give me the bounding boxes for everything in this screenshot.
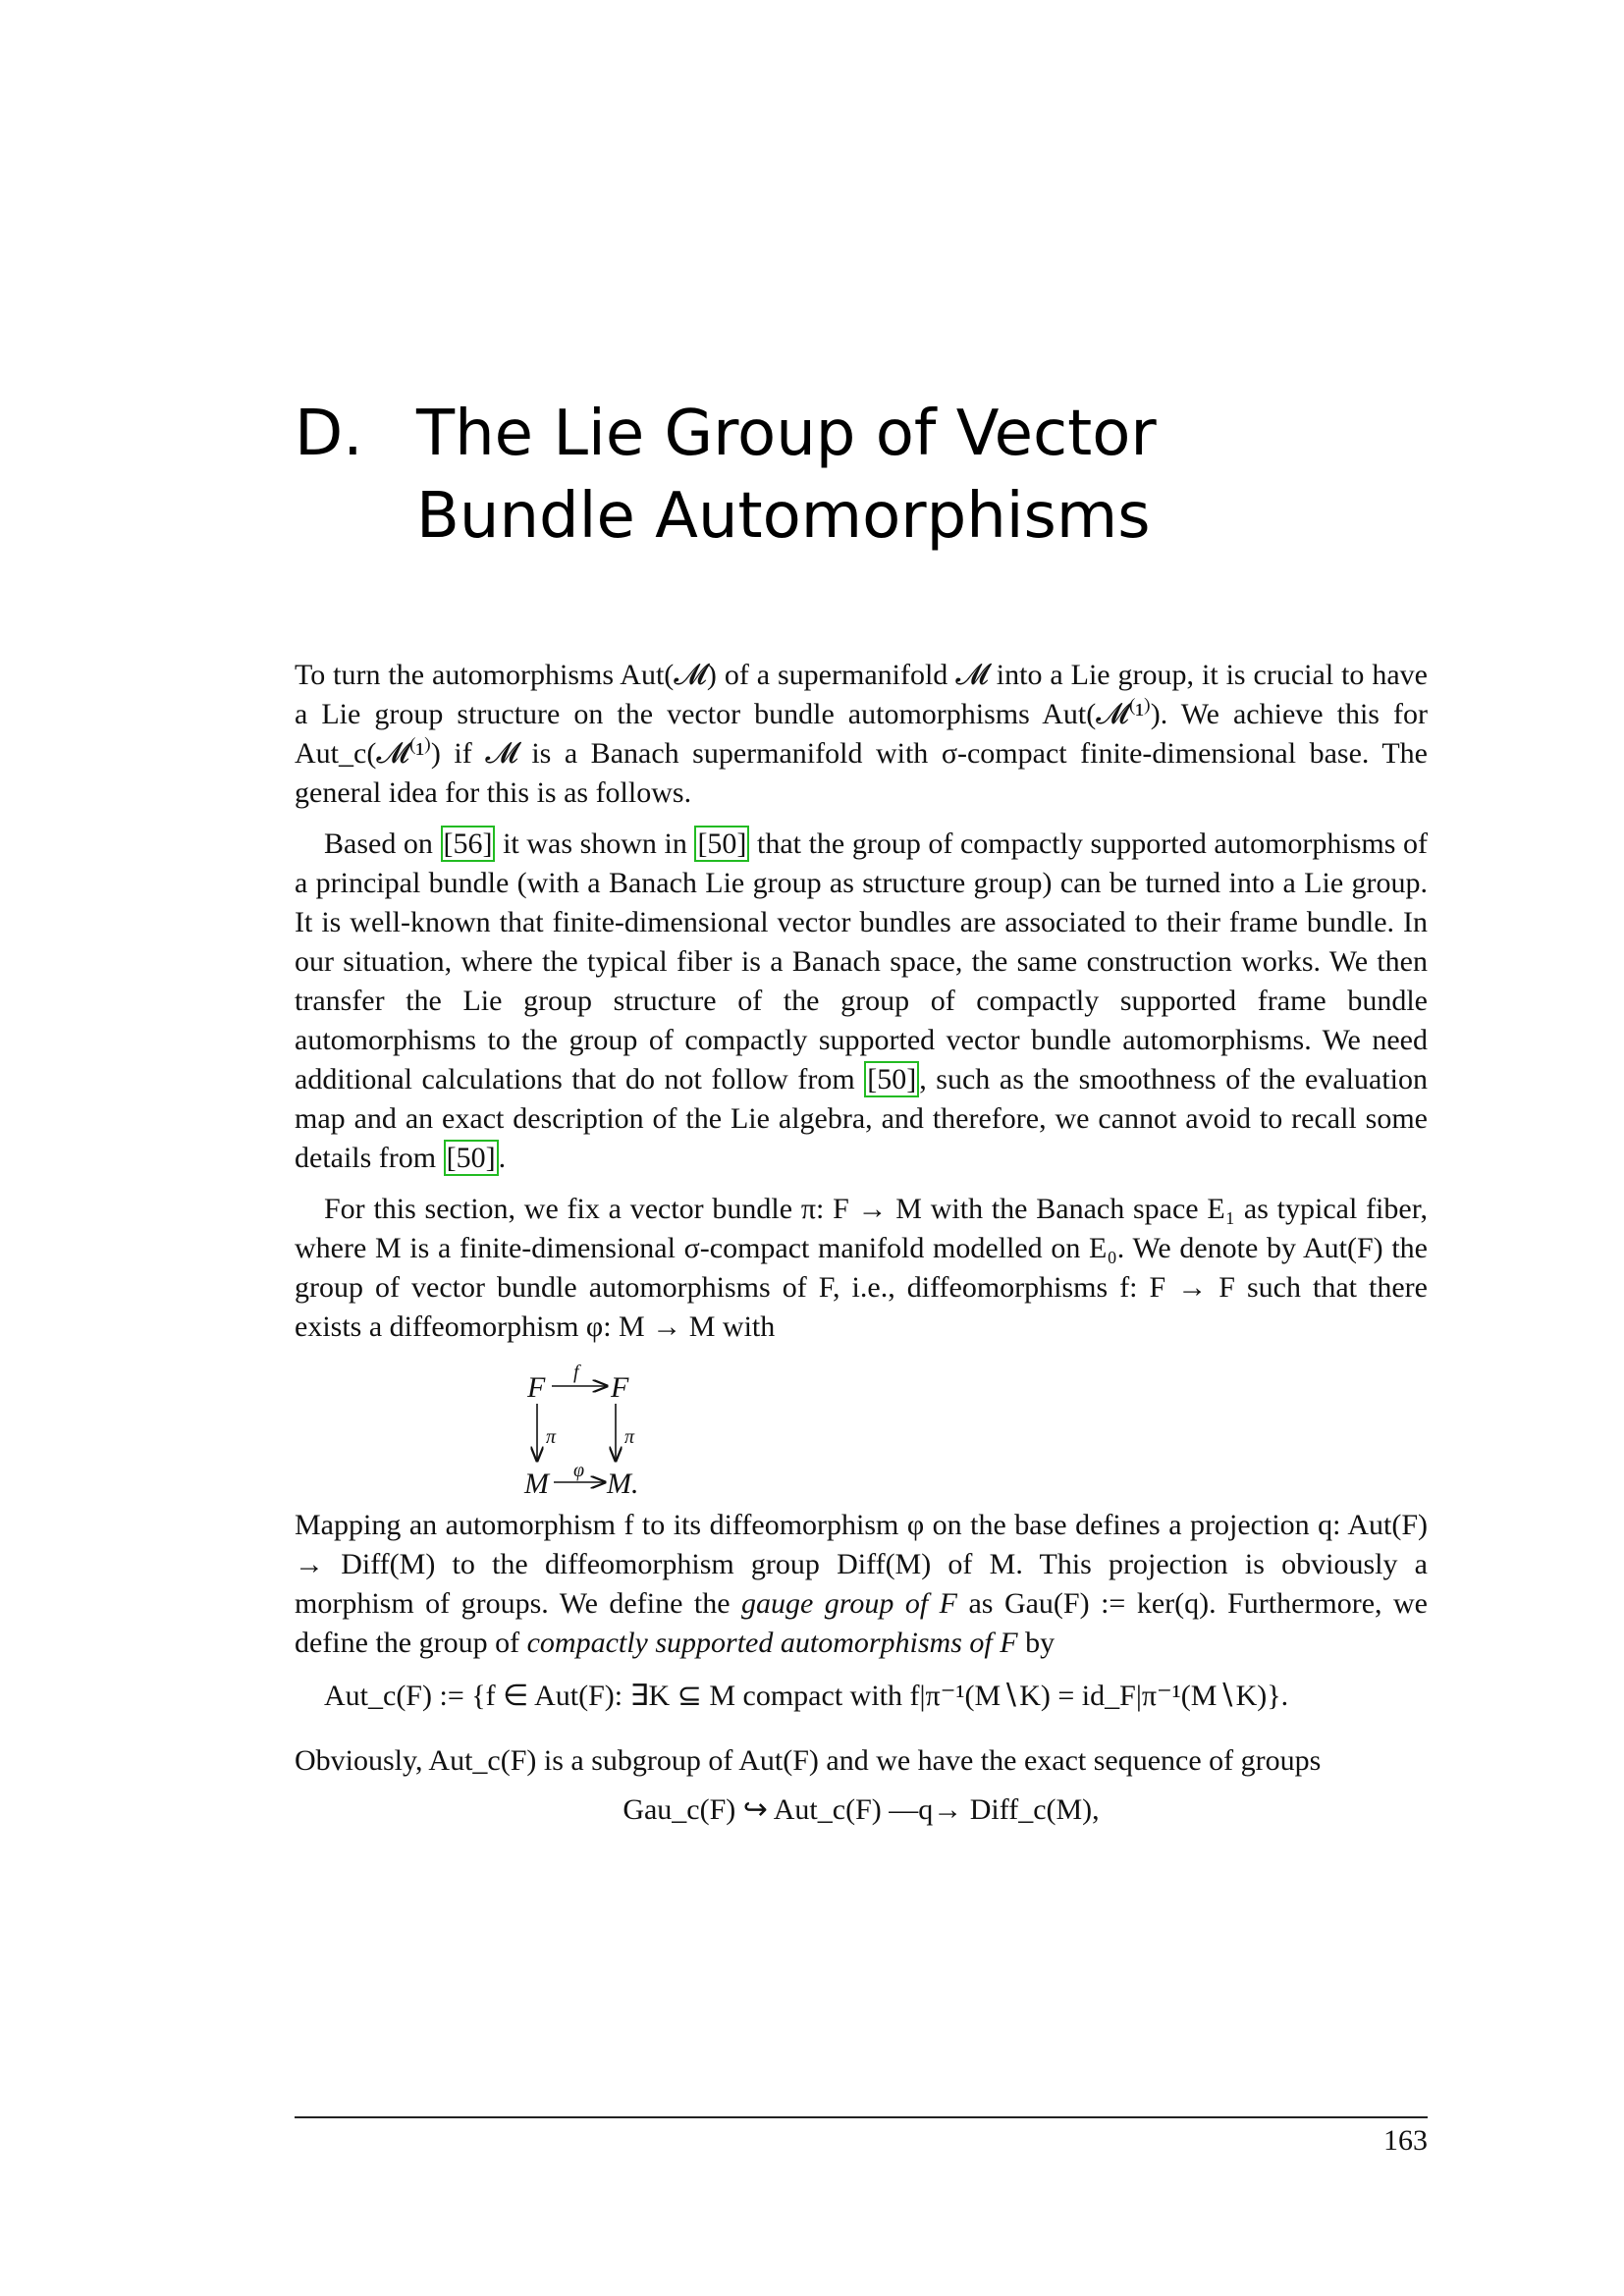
page-number: 163 [1383, 2124, 1428, 2157]
p2-text-c: that the group of compactly supported automorphisms of a principal bundle (with a Banach Lie group as structure group) can be turned into a Lie group. It is well-known that finite-dimensional vector bundles are associated to their frame bundle. In our situation, where the typical fiber is a Banach space, the same construction works. We then transfer the Lie group structure of the group of compactly supported frame bundle automorphisms to the group of compactly supported vector bundle automorphisms. We need additional calculations that do not follow from [295, 828, 1429, 1095]
footer-rule [295, 2116, 1428, 2118]
citation-50[interactable]: [50] [694, 826, 749, 862]
paragraph-intro: To turn the automorphisms Aut(𝓜) of a supermanifold 𝓜 into a Lie group, it is crucial to have a Lie group structure on the vector bundle automorphisms Aut(𝓜⁽¹⁾). We achieve this for Aut_c(𝓜⁽¹⁾) if 𝓜 is a Banach supermanifold with σ-compact finite-dimensional base. The general idea for this is as follows. [295, 659, 1428, 809]
diagram-label-pi-left: π [546, 1426, 557, 1448]
term-gauge-group: gauge group of F [741, 1587, 957, 1620]
chapter-title [416, 393, 1496, 558]
equation-exact-sequence: Gau_c(F) ↪ Aut_c(F) —q→ Diff_c(M), [623, 1793, 1100, 1826]
chapter-number: D. [295, 398, 363, 470]
term-compactly-supported: compactly supported automorphisms of F [526, 1627, 1018, 1659]
diagram-label-pi-right: π [624, 1426, 635, 1448]
diagram-node-top-right: F [611, 1371, 629, 1404]
equation-autc-definition: Aut_c(F) := {f ∈ Aut(F): ∃K ⊆ M compact with f|π⁻¹(M∖K) = id_F|π⁻¹(M∖K)}. [324, 1680, 1289, 1712]
diagram-node-bottom-right: M. [607, 1468, 639, 1500]
paragraph-background [295, 825, 1428, 1178]
citation-50[interactable]: [50] [864, 1061, 919, 1097]
citation-56[interactable]: [56] [441, 826, 496, 862]
commutative-diagram [295, 1347, 1428, 1506]
p2-text-b: it was shown in [503, 828, 687, 860]
body-text [295, 656, 1428, 1859]
diagram-node-bottom-left: M [524, 1468, 549, 1500]
chapter-title-line-2: Bundle Automorphisms [416, 480, 1151, 553]
p2-text-d: , such as the smoothness of the evaluation map and an exact description of the Lie algebra, and therefore, we cannot avoid to recall some details from [295, 1063, 1428, 1174]
p4-text-b: as Gau(F) := ker(q). Furthermore, we define the group of [295, 1587, 1428, 1659]
citation-50[interactable]: [50] [444, 1140, 499, 1176]
p2-text-a: Based on [324, 828, 433, 860]
paragraph-gauge-group [295, 1506, 1428, 1663]
diagram-node-top-left: F [527, 1371, 546, 1404]
p4-text-a: Mapping an automorphism f to its diffeomorphism φ on the base defines a projection q: Aut(F) → Diff(M) to the diffeomorphism group Diff(M) of M. This projection is obviously a morphism of groups. We define the [295, 1509, 1428, 1620]
diagram-label-phi: φ [573, 1460, 585, 1481]
diagram-label-f: f [573, 1362, 579, 1383]
p2-text-e: . [498, 1142, 507, 1174]
chapter-title-line-1: The Lie Group of Vector [416, 398, 1157, 470]
p4-text-c: by [1025, 1627, 1056, 1659]
paragraph-setup: For this section, we fix a vector bundle π: F → M with the Banach space E₁ as typical fiber, where M is a finite-dimensional σ-compact manifold modelled on E₀. We denote by Aut(F) the group of vector bundle automorphisms of F, i.e., diffeomorphisms f: F → F such that there exists a diffeomorphism φ: M → M with [295, 1193, 1428, 1343]
diagram-arrows [295, 1347, 1428, 1506]
paragraph-exact-sequence: Obviously, Aut_c(F) is a subgroup of Aut(F) and we have the exact sequence of groups [295, 1744, 1322, 1777]
